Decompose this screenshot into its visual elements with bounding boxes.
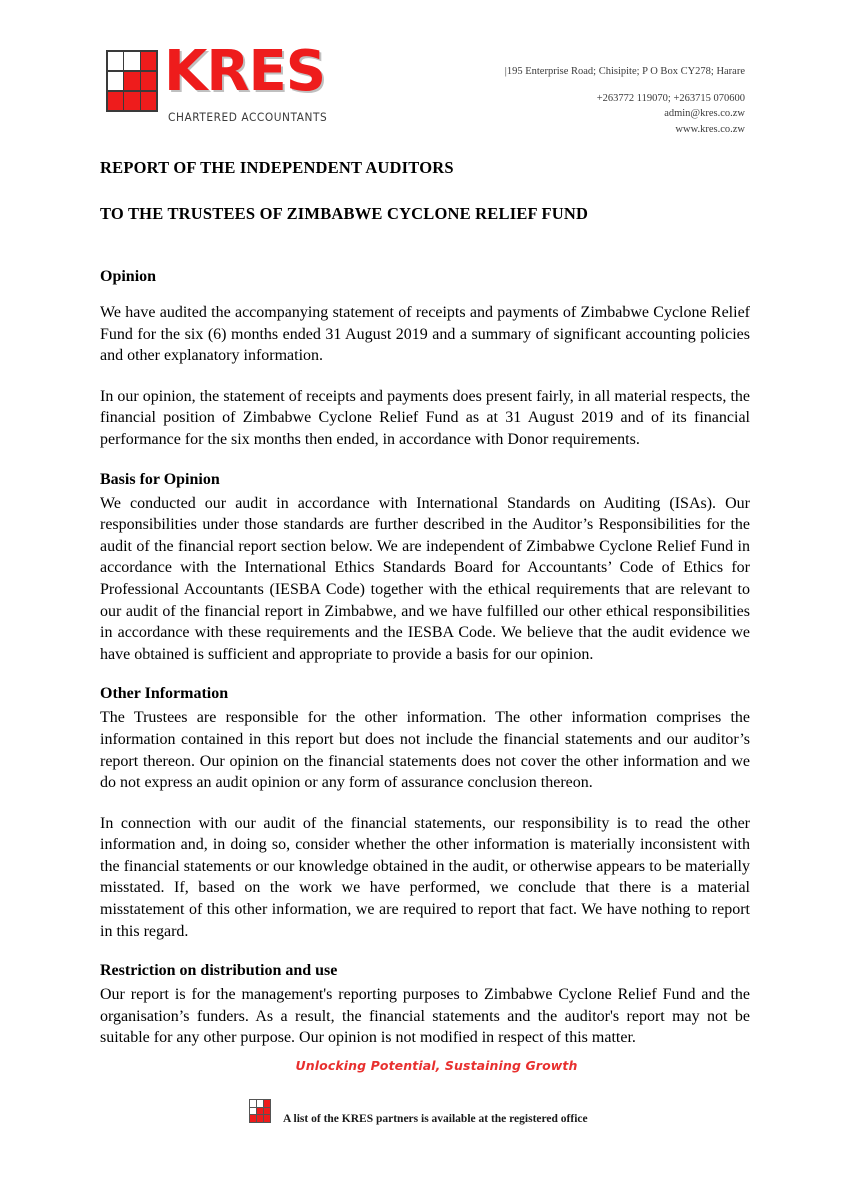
section-other-information [100, 685, 750, 942]
contact-address: |195 Enterprise Road; Chisipite; P O Box CY278; Harare [504, 66, 745, 77]
logo-cell-3-3 [141, 92, 156, 111]
opinion-paragraph-2: In our opinion, the statement of receipts and payments does present fairly, in all material respects, the financial position of Zimbabwe Cyclone Relief Fund as at 31 August 2019 and of its financial performance for the six months then ended, in accordance with Donor requirements. [100, 387, 750, 448]
other-information-paragraph-2: In connection with our audit of the financial statements, our responsibility is to read the other information and, in doing so, consider whether the other information is materially inconsistent with the financial statements or our knowledge obtained in the audit, or otherwise appears to be materially misstated. If, based on the work we have performed, we conclude that there is a material misstatement of this other information, we are required to report that fact. We have nothing to report in this regard. [100, 814, 750, 940]
footer-logo-cell-3-3 [264, 1115, 270, 1122]
restriction-paragraph-1: Our report is for the management's reporting purposes to Zimbabwe Cyclone Relief Fund and the organisation’s funders. As a result, the financial statements and the auditor's report may not be suitable for any other purpose. Our opinion is not modified in respect of this matter. [100, 986, 750, 1047]
section-heading-restriction: Restriction on distribution and use [100, 962, 338, 980]
section-opinion [100, 268, 750, 451]
opinion-paragraph-1: We have audited the accompanying statement of receipts and payments of Zimbabwe Cyclone Relief Fund for the six (6) months ended 31 August 2019 and a summary of significant accounting policies and other explanatory information. [100, 304, 750, 365]
logo-cell-2-3 [141, 72, 156, 91]
logo-cell-1-1 [108, 52, 123, 71]
page-subtitle: TO THE TRUSTEES OF ZIMBABWE CYCLONE RELIEF FUND [100, 204, 589, 223]
footer-logo-cell-3-1 [250, 1115, 256, 1122]
logo-cell-3-2 [124, 92, 139, 111]
footer-logo-cell-2-2 [257, 1108, 263, 1115]
footer-logo-cell-3-2 [257, 1115, 263, 1122]
page-footer [0, 1058, 849, 1125]
logo-cell-1-3 [141, 52, 156, 71]
other-information-paragraph-1: The Trustees are responsible for the other information. The other information comprises the information contained in this report but does not include the financial statements and our auditor’s report thereon. Our opinion on the financial statements does not cover the other information and we do not express an audit opinion or any form of assurance conclusion thereon. [100, 709, 750, 792]
section-restriction [100, 962, 750, 1049]
contact-phones: +263772 119070; +263715 070600 [596, 93, 745, 105]
contact-details [505, 64, 745, 137]
logo-cell-2-1 [108, 72, 123, 91]
section-heading-basis-for-opinion: Basis for Opinion [100, 470, 220, 488]
section-heading-opinion: Opinion [100, 268, 157, 285]
logo-cell-3-1 [108, 92, 123, 111]
page-title: REPORT OF THE INDEPENDENT AUDITORS [100, 158, 454, 177]
letterhead [0, 39, 849, 152]
footer-logo-cell-2-1 [250, 1108, 256, 1115]
logo-cell-1-2 [124, 52, 139, 71]
document-body [100, 158, 750, 1049]
company-descriptor: CHARTERED ACCOUNTANTS [168, 110, 328, 124]
footer-row [0, 1081, 849, 1125]
section-basis-for-opinion [100, 471, 750, 666]
company-wordmark: KRES [164, 39, 326, 104]
logo-cell-2-2 [124, 72, 139, 91]
footer-logo-cell-1-1 [250, 1100, 256, 1107]
kres-logo-grid-icon [106, 50, 158, 112]
contact-website: www.kres.co.zw [675, 123, 745, 135]
section-heading-other-information: Other Information [100, 685, 229, 703]
footer-partners-note: A list of the KRES partners is available at the registered office [283, 1113, 588, 1125]
footer-logo-cell-2-3 [264, 1108, 270, 1115]
footer-tagline: Unlocking Potential, Sustaining Growth [295, 1058, 578, 1073]
contact-email: admin@kres.co.zw [664, 108, 745, 120]
footer-logo-cell-1-3 [264, 1100, 270, 1107]
company-logo [106, 39, 406, 150]
basis-for-opinion-paragraph-1: We conducted our audit in accordance with International Standards on Auditing (ISAs). Our responsibilities under those standards are further described in the Auditor’s Responsibilities for the audit of the financial report section below. We are independent of Zimbabwe Cyclone Relief Fund in accordance with the International Ethics Standards Board for Accountants’ Code of Ethics for Professional Accountants (IESBA Code) together with the ethical requirements that are relevant to our audit of the financial report in Zimbabwe, and we have fulfilled our other ethical responsibilities in accordance with these requirements and the IESBA Code. We believe that the audit evidence we have obtained is sufficient and appropriate to provide a basis for our opinion. [100, 494, 750, 663]
footer-logo-cell-1-2 [257, 1100, 263, 1107]
footer-kres-logo-grid-icon [249, 1099, 271, 1123]
